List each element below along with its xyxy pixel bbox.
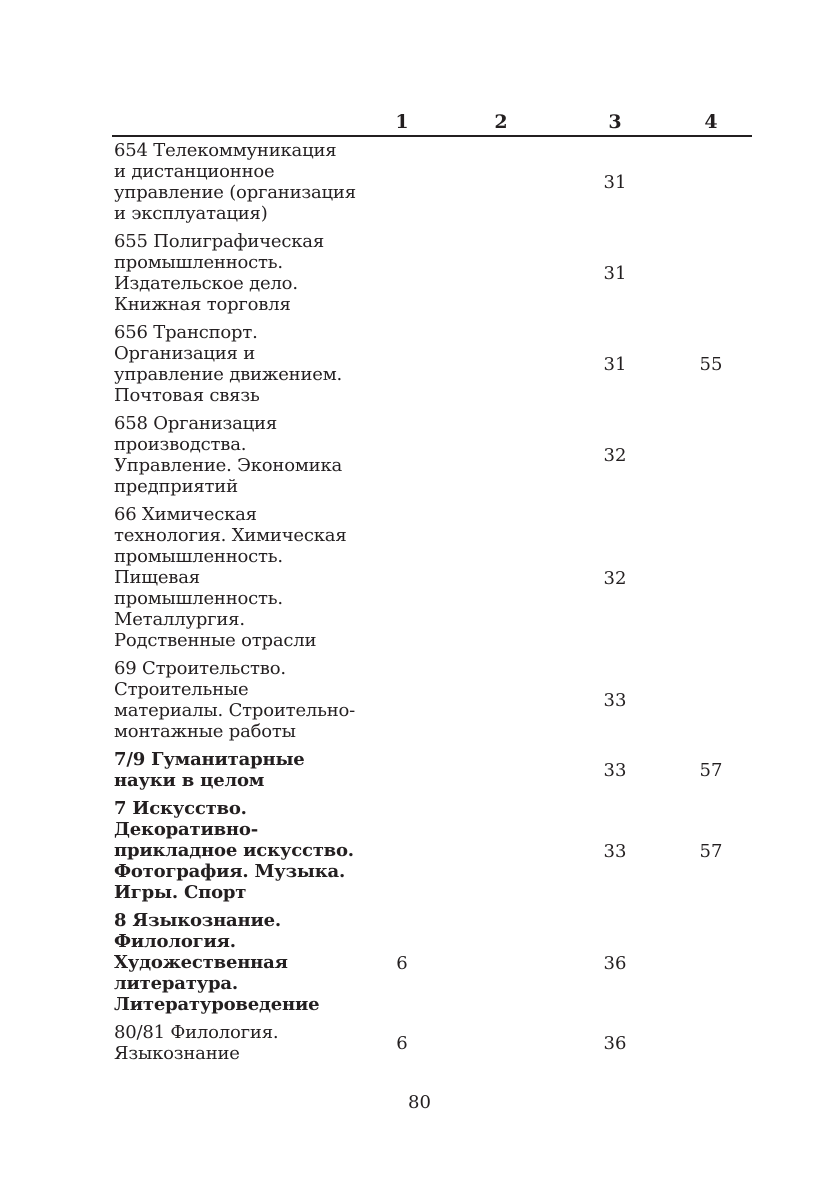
table-row bbox=[112, 907, 752, 1019]
table-row bbox=[112, 795, 752, 907]
row-value-c3: 32 bbox=[603, 567, 627, 589]
row-value-c4: 55 bbox=[699, 354, 723, 375]
row-subject bbox=[112, 228, 362, 319]
row-subject bbox=[112, 410, 362, 501]
subject-line: 7/9 Гуманитарные bbox=[114, 749, 305, 770]
row-subject bbox=[112, 136, 362, 228]
row-value-c4 bbox=[670, 1019, 752, 1068]
subject-line: Книжная торговля bbox=[114, 294, 291, 315]
row-subject bbox=[112, 501, 362, 655]
header-cell-4: 4 bbox=[670, 109, 752, 136]
row-value-c4 bbox=[670, 501, 752, 655]
row-value-c3: 33 bbox=[603, 760, 627, 781]
row-value-c1 bbox=[362, 410, 442, 501]
subject-line: промышленность. bbox=[114, 588, 283, 609]
row-subject bbox=[112, 319, 362, 410]
row-value-c2 bbox=[442, 1019, 560, 1068]
header-row bbox=[112, 109, 752, 136]
row-value-c1 bbox=[362, 746, 442, 795]
subject-line: литература. bbox=[114, 973, 238, 994]
row-value-c3: 31 bbox=[603, 263, 627, 284]
table-row bbox=[112, 1019, 752, 1068]
row-value-c3: 36 bbox=[603, 1033, 627, 1054]
subject-line: управление (организация bbox=[114, 182, 356, 203]
row-value-c1: 6 bbox=[396, 1033, 408, 1054]
subject-line: управление движением. bbox=[114, 364, 343, 385]
subject-line: и дистанционное bbox=[114, 161, 275, 182]
row-value-c4 bbox=[670, 136, 752, 228]
row-value-c3: 33 bbox=[603, 690, 627, 711]
row-value-c2 bbox=[442, 228, 560, 319]
table-row bbox=[112, 228, 752, 319]
subject-line: Почтовая связь bbox=[114, 385, 260, 406]
row-value-c3: 33 bbox=[603, 840, 627, 862]
row-value-c4 bbox=[670, 410, 752, 501]
subject-line: 654 Телекоммуникация bbox=[114, 140, 337, 161]
table-row bbox=[112, 410, 752, 501]
row-value-c1 bbox=[362, 795, 442, 907]
row-value-c1 bbox=[362, 501, 442, 655]
table-row bbox=[112, 501, 752, 655]
header-cell-2: 2 bbox=[442, 109, 560, 136]
table-body bbox=[112, 136, 752, 1068]
subject-line: монтажные работы bbox=[114, 721, 296, 742]
table-row bbox=[112, 136, 752, 228]
subject-line: 8 Языкознание. bbox=[114, 910, 281, 931]
row-value-c4: 57 bbox=[699, 760, 723, 781]
subject-line: промышленность. bbox=[114, 546, 283, 567]
row-value-c2 bbox=[442, 410, 560, 501]
row-value-c1 bbox=[362, 319, 442, 410]
subject-line: технология. Химическая bbox=[114, 525, 347, 546]
row-value-c2 bbox=[442, 907, 560, 1019]
subject-line: производства. bbox=[114, 434, 247, 455]
subject-line: Пищевая bbox=[114, 567, 200, 588]
subject-line: Строительные bbox=[114, 679, 249, 700]
row-value-c2 bbox=[442, 746, 560, 795]
row-subject bbox=[112, 907, 362, 1019]
row-value-c3: 31 bbox=[603, 172, 627, 193]
subject-line: Родственные отрасли bbox=[114, 630, 317, 651]
subject-line: Издательское дело. bbox=[114, 273, 298, 294]
row-value-c2 bbox=[442, 136, 560, 228]
subject-line: и эксплуатация) bbox=[114, 203, 268, 224]
row-value-c3: 31 bbox=[603, 354, 627, 375]
subject-line: 80/81 Филология. bbox=[114, 1022, 279, 1043]
subject-line: предприятий bbox=[114, 476, 238, 497]
subject-line: Металлургия. bbox=[114, 609, 245, 630]
subject-line: Организация и bbox=[114, 343, 256, 364]
subject-line: 655 Полиграфическая bbox=[114, 231, 324, 252]
table-row bbox=[112, 746, 752, 795]
subject-line: Фотография. Музыка. bbox=[114, 861, 346, 882]
row-value-c3: 32 bbox=[603, 445, 627, 466]
subject-line: 7 Искусство. bbox=[114, 798, 247, 819]
subject-line: Игры. Спорт bbox=[114, 882, 247, 903]
subject-line: прикладное искусство. bbox=[114, 840, 354, 861]
table-row bbox=[112, 655, 752, 746]
row-value-c1 bbox=[362, 228, 442, 319]
subject-line: 658 Организация bbox=[114, 413, 277, 434]
subject-line: Языкознание bbox=[114, 1043, 240, 1064]
subject-line: Художественная bbox=[114, 952, 288, 973]
row-value-c2 bbox=[442, 795, 560, 907]
row-value-c1 bbox=[362, 655, 442, 746]
row-value-c2 bbox=[442, 655, 560, 746]
row-value-c4: 57 bbox=[699, 840, 723, 862]
page-number: 80 bbox=[408, 1092, 431, 1113]
header-cell-1: 1 bbox=[362, 109, 442, 136]
row-value-c3: 36 bbox=[603, 952, 627, 974]
subject-line: 66 Химическая bbox=[114, 504, 257, 525]
header-cell-3: 3 bbox=[560, 109, 670, 136]
subject-line: 656 Транспорт. bbox=[114, 322, 258, 343]
subject-line: материалы. Строительно- bbox=[114, 700, 356, 721]
row-subject bbox=[112, 655, 362, 746]
subject-line: Управление. Экономика bbox=[114, 455, 343, 476]
row-value-c4 bbox=[670, 228, 752, 319]
table-row bbox=[112, 319, 752, 410]
index-table bbox=[112, 109, 752, 1068]
row-value-c1 bbox=[362, 136, 442, 228]
row-subject bbox=[112, 795, 362, 907]
subject-line: Филология. bbox=[114, 931, 236, 952]
row-value-c1: 6 bbox=[396, 952, 408, 974]
row-value-c2 bbox=[442, 319, 560, 410]
row-value-c2 bbox=[442, 501, 560, 655]
subject-line: промышленность. bbox=[114, 252, 283, 273]
subject-line: Литературоведение bbox=[114, 994, 320, 1015]
header-cell-subject bbox=[112, 109, 362, 136]
subject-line: науки в целом bbox=[114, 770, 265, 791]
subject-line: 69 Строительство. bbox=[114, 658, 286, 679]
subject-line: Декоративно- bbox=[114, 819, 258, 840]
row-value-c4 bbox=[670, 907, 752, 1019]
row-value-c4 bbox=[670, 655, 752, 746]
row-subject bbox=[112, 746, 362, 795]
row-subject bbox=[112, 1019, 362, 1068]
index-table-container bbox=[112, 109, 752, 1068]
